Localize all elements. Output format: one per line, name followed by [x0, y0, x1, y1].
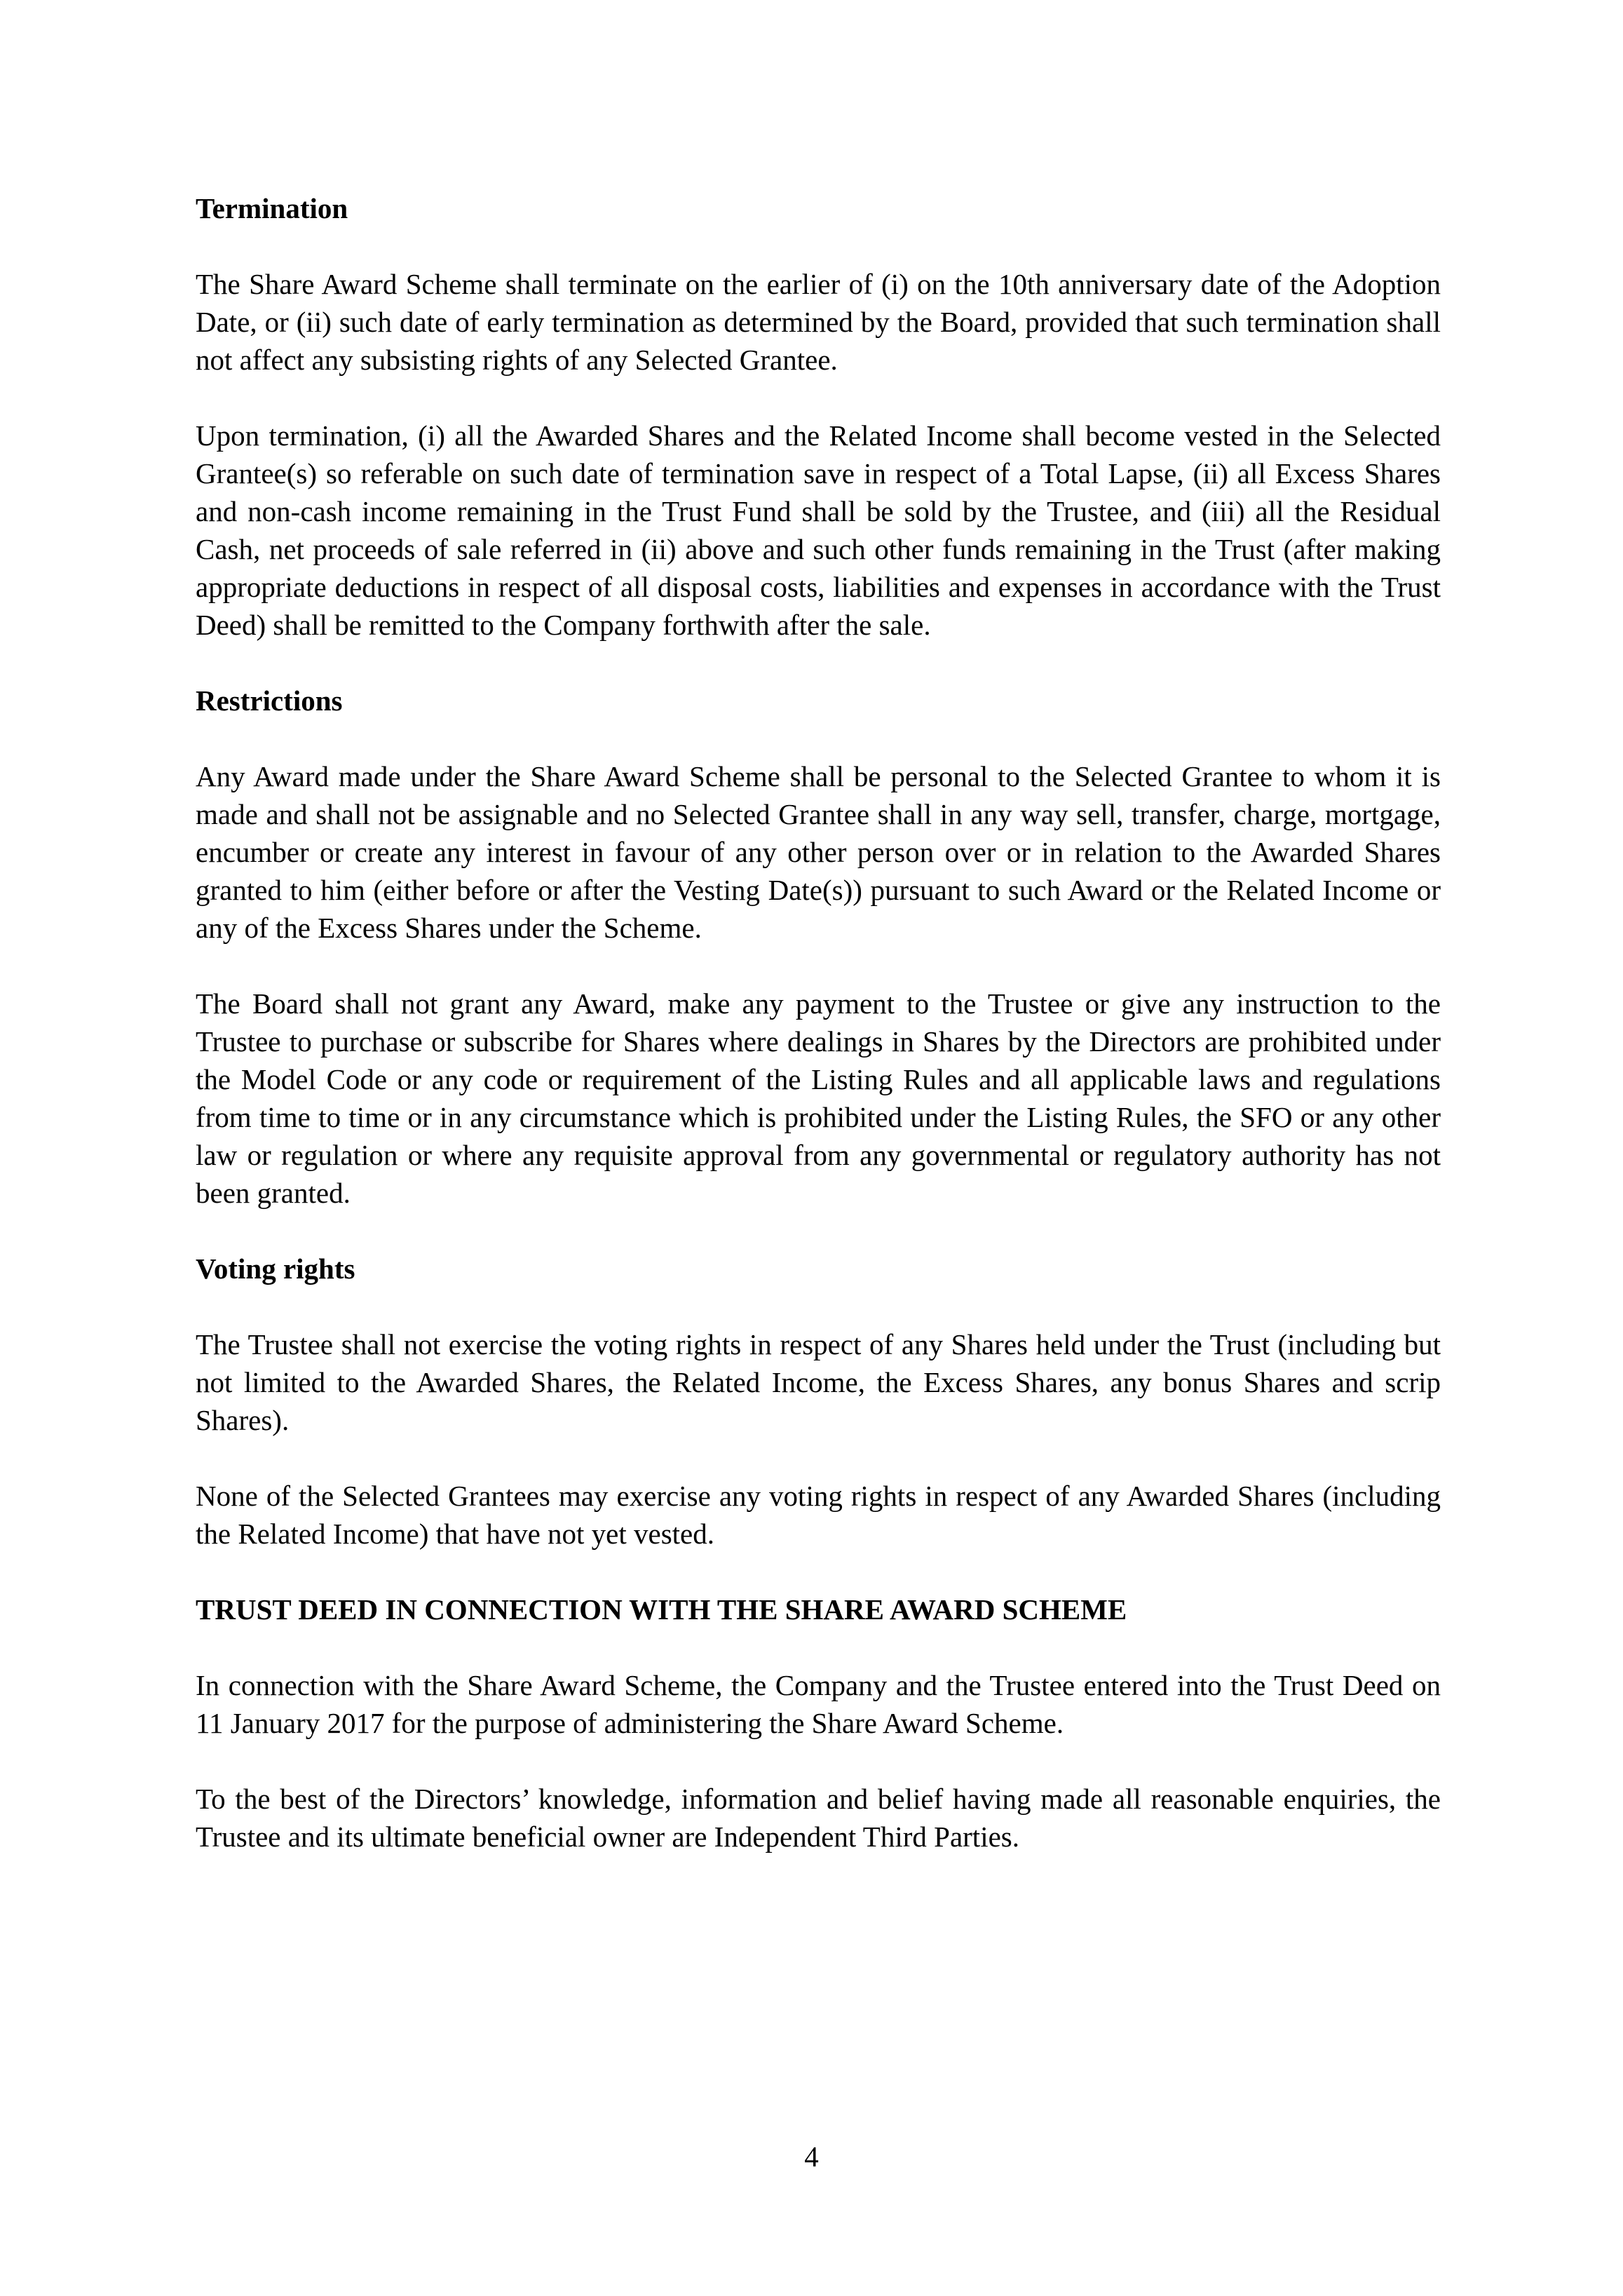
section-heading: TRUST DEED IN CONNECTION WITH THE SHARE AWARD SCHEME	[196, 1593, 1127, 1626]
document-body	[196, 189, 1441, 1893]
section-heading: Restrictions	[196, 684, 343, 717]
paragraph: The Board shall not grant any Award, make any payment to the Trustee or give any instruction to the Trustee to purchase or subscribe for Shares where dealings in Shares by the Directors are prohibited under the Model Code or any code or requirement of the Listing Rules and all applicable laws and regulations from time to time or in any circumstance which is prohibited under the Listing Rules, the SFO or any other law or regulation or where any requisite approval from any governmental or regulatory authority has not been granted.	[196, 987, 1441, 1209]
paragraph: In connection with the Share Award Scheme, the Company and the Trustee entered into the Trust Deed on 11 January 2017 for the purpose of administering the Share Award Scheme.	[196, 1669, 1441, 1739]
section-voting-rights	[196, 1250, 1441, 1553]
section-heading: Termination	[196, 192, 348, 224]
section-termination	[196, 189, 1441, 644]
page-number: 4	[804, 2140, 819, 2173]
paragraph: None of the Selected Grantees may exercise any voting rights in respect of any Awarded Shares (including the Related Income) that have not yet vested.	[196, 1480, 1441, 1550]
paragraph: The Trustee shall not exercise the voting rights in respect of any Shares held under the Trust (including but not limited to the Awarded Shares, the Related Income, the Excess Shares, any bonus Shares and scrip Shares).	[196, 1328, 1441, 1436]
paragraph: Any Award made under the Share Award Scheme shall be personal to the Selected Grantee to whom it is made and shall not be assignable and no Selected Grantee shall in any way sell, transfer, charge, mortgage, encumber or create any interest in favour of any other person over or in relation to the Awarded Shares granted to him (either before or after the Vesting Date(s)) pursuant to such Award or the Related Income or any of the Excess Shares under the Scheme.	[196, 760, 1441, 944]
section-trust-deed	[196, 1591, 1441, 1856]
paragraph: Upon termination, (i) all the Awarded Shares and the Related Income shall become vested in the Selected Grantee(s) so referable on such date of termination save in respect of a Total Lapse, (ii) all Excess Shares and non-cash income remaining in the Trust Fund shall be sold by the Trustee, and (iii) all the Residual Cash, net proceeds of sale referred in (ii) above and such other funds remaining in the Trust (after making appropriate deductions in respect of all disposal costs, liabilities and expenses in accordance with the Trust Deed) shall be remitted to the Company forthwith after the sale.	[196, 419, 1441, 641]
paragraph: The Share Award Scheme shall terminate on the earlier of (i) on the 10th anniversary date of the Adoption Date, or (ii) such date of early termination as determined by the Board, provided that such termination shall not affect any subsisting rights of any Selected Grantee.	[196, 268, 1441, 376]
paragraph: To the best of the Directors’ knowledge, information and belief having made all reasonable enquiries, the Trustee and its ultimate beneficial owner are Independent Third Parties.	[196, 1783, 1441, 1853]
section-heading: Voting rights	[196, 1252, 355, 1285]
section-restrictions	[196, 682, 1441, 1212]
